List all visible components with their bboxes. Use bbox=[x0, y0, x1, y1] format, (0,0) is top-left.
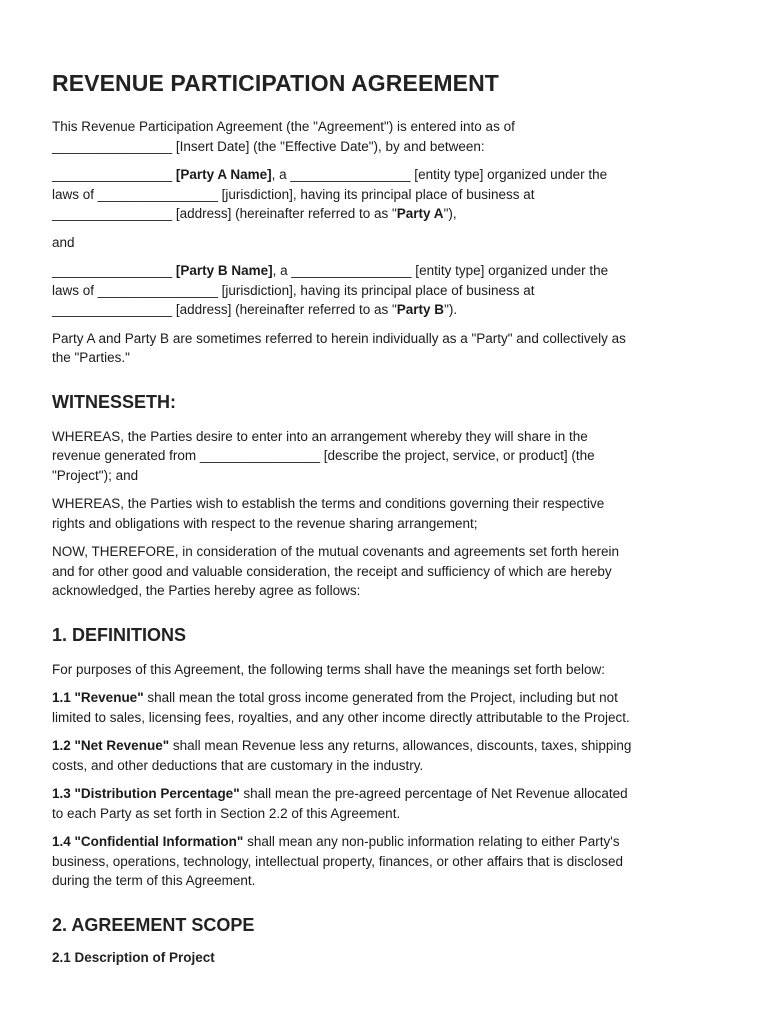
party-b-entity: , a ________________ [entity type] organized under the bbox=[272, 263, 609, 278]
party-a-jurisdiction: laws of ________________ [jurisdiction], having its principal place of business at bbox=[52, 186, 535, 202]
definition-text-line-1: shall mean the total gross income generated from the Project, including but not bbox=[143, 690, 618, 705]
party-b-paragraph bbox=[52, 261, 722, 320]
intro-line-1: This Revenue Participation Agreement (the "Agreement") is entered into as of bbox=[52, 119, 515, 134]
party-a-blank: ________________ bbox=[52, 167, 176, 182]
and-text: and bbox=[52, 234, 75, 250]
document-title: REVENUE PARTICIPATION AGREEMENT bbox=[52, 70, 499, 96]
definition-text-line-3: during the term of this Agreement. bbox=[52, 873, 256, 888]
definition-text-line-2: to each Party as set forth in Section 2.2 of this Agreement. bbox=[52, 805, 401, 821]
party-b-jurisdiction: laws of ________________ [jurisdiction], having its principal place of business at bbox=[52, 282, 535, 298]
whereas-2-line-1: WHEREAS, the Parties wish to establish the terms and conditions governing their respective bbox=[52, 496, 605, 511]
now-therefore-line-3: acknowledged, the Parties hereby agree as follows: bbox=[52, 583, 361, 598]
whereas-paragraph-2 bbox=[52, 494, 722, 533]
party-a-entity: , a ________________ [entity type] organized under the bbox=[271, 167, 608, 182]
party-b-address-end: "). bbox=[444, 302, 458, 317]
document-page bbox=[52, 70, 722, 965]
definition-text-line-1: shall mean any non-public information relating to either Party's bbox=[243, 834, 620, 849]
whereas-2-line-2: rights and obligations with respect to the revenue sharing arrangement; bbox=[52, 515, 478, 531]
party-b-name: [Party B Name] bbox=[175, 263, 273, 278]
whereas-1-line-2: revenue generated from ________________ [describe the project, service, or product] (the bbox=[52, 448, 595, 463]
definition-text-line-1: shall mean the pre-agreed percentage of Net Revenue allocated bbox=[239, 786, 628, 801]
parties-line-1: Party A and Party B are sometimes referred to herein individually as a "Party" and collectively as bbox=[52, 330, 626, 346]
party-a-address: ________________ [address] (hereinafter referred to as " bbox=[52, 206, 397, 221]
party-a-label: Party A bbox=[396, 206, 444, 221]
definitions-heading: 1. DEFINITIONS bbox=[52, 624, 187, 645]
definition-distribution-percentage bbox=[52, 784, 722, 823]
definition-text-line-2: business, operations, technology, intellectual property, finances, or other affairs that is disclosed bbox=[52, 853, 624, 869]
now-therefore-paragraph bbox=[52, 542, 722, 601]
whereas-paragraph-1 bbox=[52, 427, 722, 486]
definition-term: 1.1 "Revenue" bbox=[52, 690, 144, 705]
party-a-paragraph bbox=[52, 165, 722, 224]
definitions-intro: For purposes of this Agreement, the following terms shall have the meanings set forth below: bbox=[52, 661, 606, 677]
parties-line-2: the "Parties." bbox=[52, 350, 130, 365]
whereas-1-line-3: "Project"); and bbox=[52, 467, 139, 483]
party-b-label: Party B bbox=[396, 302, 445, 317]
parties-paragraph bbox=[52, 329, 722, 368]
definition-term: 1.2 "Net Revenue" bbox=[52, 738, 170, 753]
party-b-blank: ________________ bbox=[52, 263, 176, 278]
whereas-1-line-1: WHEREAS, the Parties desire to enter into an arrangement whereby they will share in the bbox=[52, 428, 588, 444]
party-a-name: [Party A Name] bbox=[175, 167, 272, 182]
intro-paragraph bbox=[52, 117, 722, 156]
agreement-scope-heading: 2. AGREEMENT SCOPE bbox=[52, 914, 255, 935]
definition-text-line-1: shall mean Revenue less any returns, allowances, discounts, taxes, shipping bbox=[169, 738, 632, 753]
intro-line-2: ________________ [Insert Date] (the "Effective Date"), by and between: bbox=[52, 138, 485, 154]
definition-text-line-2: limited to sales, licensing fees, royalties, and any other income directly attributable to the Project. bbox=[52, 709, 630, 725]
now-therefore-line-1: NOW, THEREFORE, in consideration of the mutual covenants and agreements set forth herein bbox=[52, 544, 620, 559]
definition-confidential-information bbox=[52, 832, 722, 891]
definition-term: 1.4 "Confidential Information" bbox=[52, 834, 244, 849]
definition-term: 1.3 "Distribution Percentage" bbox=[52, 786, 240, 801]
now-therefore-line-2: and for other good and valuable consideration, the receipt and sufficiency of which are hereby bbox=[52, 563, 612, 579]
definition-text-line-2: costs, and other deductions that are customary in the industry. bbox=[52, 757, 424, 773]
definition-net-revenue bbox=[52, 736, 722, 775]
party-b-address: ________________ [address] (hereinafter referred to as " bbox=[52, 302, 397, 317]
project-description-subheading: 2.1 Description of Project bbox=[52, 949, 215, 965]
party-a-address-end: "), bbox=[443, 206, 457, 221]
witnesseth-heading: WITNESSETH: bbox=[52, 391, 176, 412]
definition-revenue bbox=[52, 688, 722, 727]
